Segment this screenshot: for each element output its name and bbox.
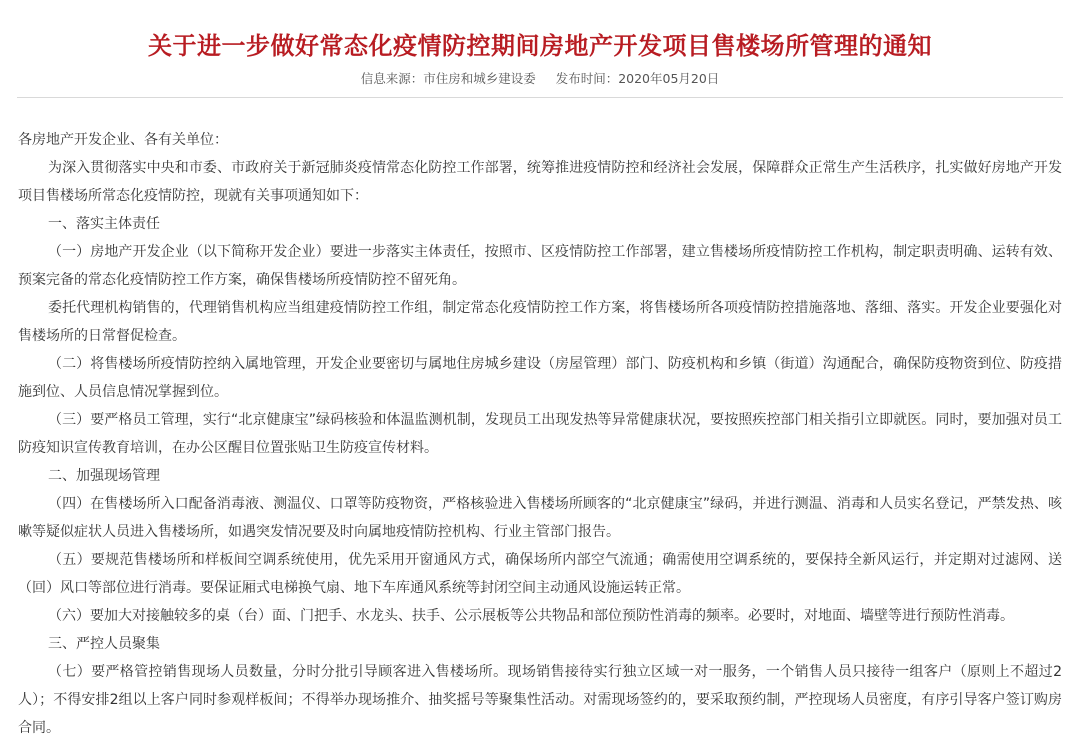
section-heading-3: 三、严控人员聚集 [48,636,160,652]
paragraph-item-3: （三）要严格员工管理，实行“北京健康宝”绿码核验和体温监测机制，发现员工出现发热等异常健康状况，要按照疾控部门相关指引立即就医。同时，要加强对员工防疫知识宣传教育培训，在办公区醒目位置张贴卫生防疫宣传材料。 [18,412,1062,456]
section-heading-2: 二、加强现场管理 [48,468,160,484]
paragraph-item-5: （五）要规范售楼场所和样板间空调系统使用，优先采用开窗通风方式，确保场所内部空气流通；确需使用空调系统的，要保持全新风运行，并定期对过滤网、送（回）风口等部位进行消毒。要保证厢式电梯换气扇、地下车库通风系统等封闭空间主动通风设施运转正常。 [18,552,1062,596]
paragraph-item-2: （二）将售楼场所疫情防控纳入属地管理，开发企业要密切与属地住房城乡建设（房屋管理）部门、防疫机构和乡镇（街道）沟通配合，确保防疫物资到位、防疫措施到位、人员信息情况掌握到位。 [18,356,1062,400]
paragraph-item-1: （一）房地产开发企业（以下简称开发企业）要进一步落实主体责任，按照市、区疫情防控工作部署，建立售楼场所疫情防控工作机构，制定职责明确、运转有效、预案完备的常态化疫情防控工作方案，确保售楼场所疫情防控不留死角。 [18,244,1062,288]
section-heading-1: 一、落实主体责任 [48,216,160,232]
paragraph-item-7: （七）要严格管控销售现场人员数量，分时分批引导顾客进入售楼场所。现场销售接待实行独立区域一对一服务，一个销售人员只接待一组客户（原则上不超过2人）；不得安排2组以上客户同时参观样板间；不得举办现场推介、抽奖摇号等聚集性活动。对需现场签约的，要采取预约制，严控现场人员密度，有序引导客户签订购房合同。 [18,664,1062,736]
article-title: 关于进一步做好常态化疫情防控期间房地产开发项目售楼场所管理的通知 [148,32,932,60]
paragraph-item-6: （六）要加大对接触较多的桌（台）面、门把手、水龙头、扶手、公示展板等公共物品和部位预防性消毒的频率。必要时，对地面、墙壁等进行预防性消毒。 [48,608,1014,624]
article-body [18,126,1062,742]
intro-paragraph: 为深入贯彻落实中央和市委、市政府关于新冠肺炎疫情常态化防控工作部署，统筹推进疫情防控和经济社会发展，保障群众正常生产生活秩序，扎实做好房地产开发项目售楼场所常态化疫情防控，现就有关事项通知如下： [18,160,1062,204]
publish-date: 发布时间：2020年05月20日 [555,71,720,86]
paragraph-item-1-continued: 委托代理机构销售的，代理销售机构应当组建疫情防控工作组，制定常态化疫情防控工作方案，将售楼场所各项疫情防控措施落地、落细、落实。开发企业要强化对售楼场所的日常督促检查。 [18,300,1062,344]
title-divider [17,97,1063,98]
source-label: 信息来源：市住房和城乡建设委 [360,71,536,86]
article-meta [0,70,1080,88]
paragraph-item-4: （四）在售楼场所入口配备消毒液、测温仪、口罩等防疫物资，严格核验进入售楼场所顾客的“北京健康宝”绿码，并进行测温、消毒和人员实名登记，严禁发热、咳嗽等疑似症状人员进入售楼场所，如遇突发情况要及时向属地疫情防控机构、行业主管部门报告。 [18,496,1062,540]
salutation: 各房地产开发企业、各有关单位： [18,132,228,148]
